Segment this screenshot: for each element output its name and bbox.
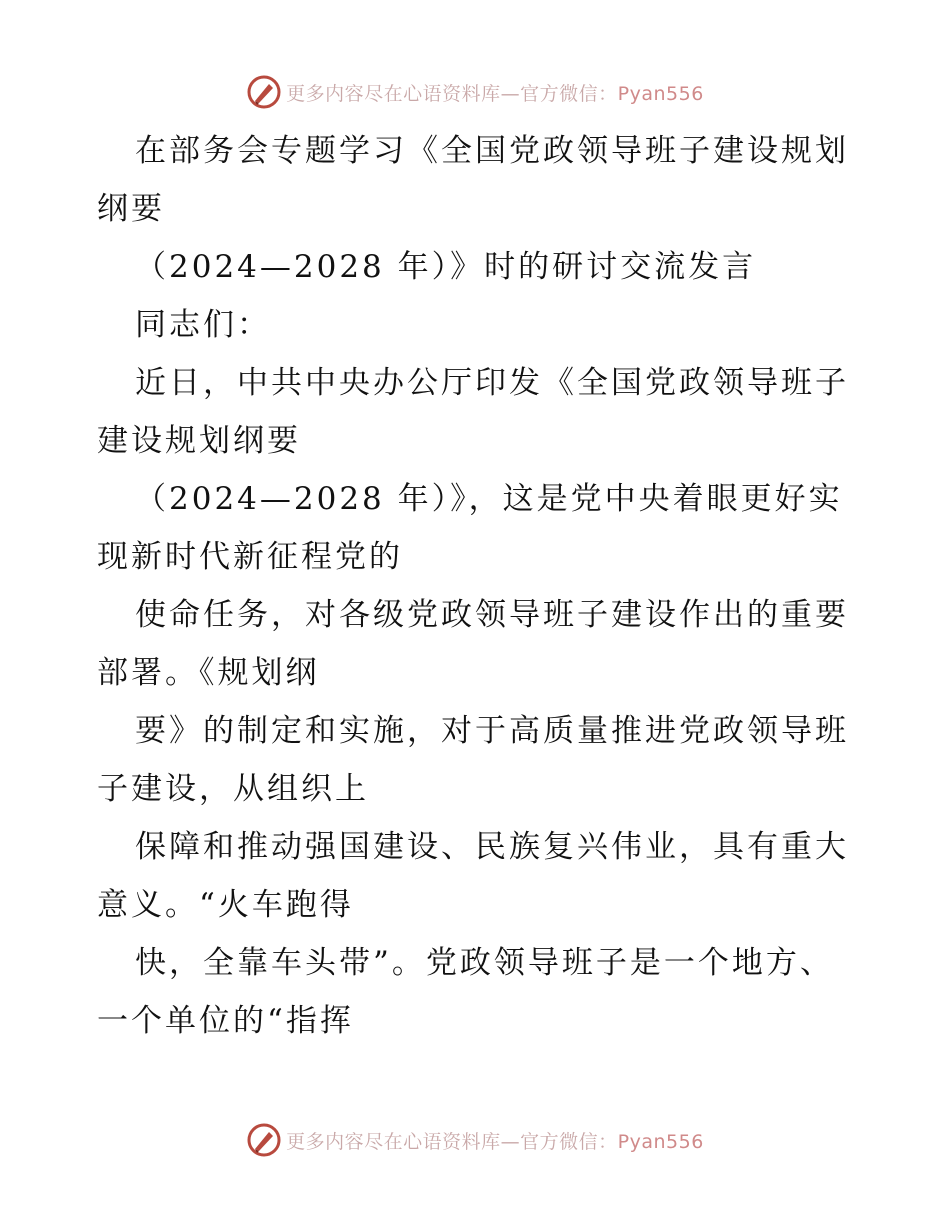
text-line: 快，全靠车头带”。党政领导班子是一个地方、 (135, 945, 834, 981)
text-line: 近日，中共中央办公厅印发《全国党政领导班子 (135, 365, 849, 401)
text-line: 要》的制定和实施，对于高质量推进党政领导班 (135, 713, 849, 749)
text-line: 一个单位的“指挥 (97, 1003, 354, 1039)
text-line: 建设规划纲要 (97, 423, 301, 459)
watermark-text: 更多内容尽在心语资料库—官方微信：Pyan556 (286, 82, 704, 105)
text-line: 保障和推动强国建设、民族复兴伟业，具有重大 (135, 829, 849, 865)
text-line: （2024—2028 年）》时的研讨交流发言 (135, 249, 757, 285)
text-line: 在部务会专题学习《全国党政领导班子建设规划 (135, 133, 849, 169)
pen-logo-icon (246, 74, 282, 110)
footer-watermark (0, 1118, 950, 1162)
watermark-text: 更多内容尽在心语资料库—官方微信：Pyan556 (286, 1130, 704, 1153)
text-line: 部署。《规划纲 (97, 655, 320, 691)
text-line: （2024—2028 年）》，这是党中央着眼更好实 (135, 481, 843, 517)
text-line: 使命任务，对各级党政领导班子建设作出的重要 (135, 597, 849, 633)
text-line: 纲要 (97, 191, 165, 227)
text-line: 现新时代新征程党的 (97, 539, 403, 575)
text-line: 子建设，从组织上 (97, 771, 369, 807)
text-line: 同志们： (135, 307, 271, 343)
header-watermark (0, 70, 950, 114)
text-line: 意义。“火车跑得 (97, 887, 354, 923)
pen-logo-icon (246, 1122, 282, 1158)
document-body (97, 122, 857, 1050)
